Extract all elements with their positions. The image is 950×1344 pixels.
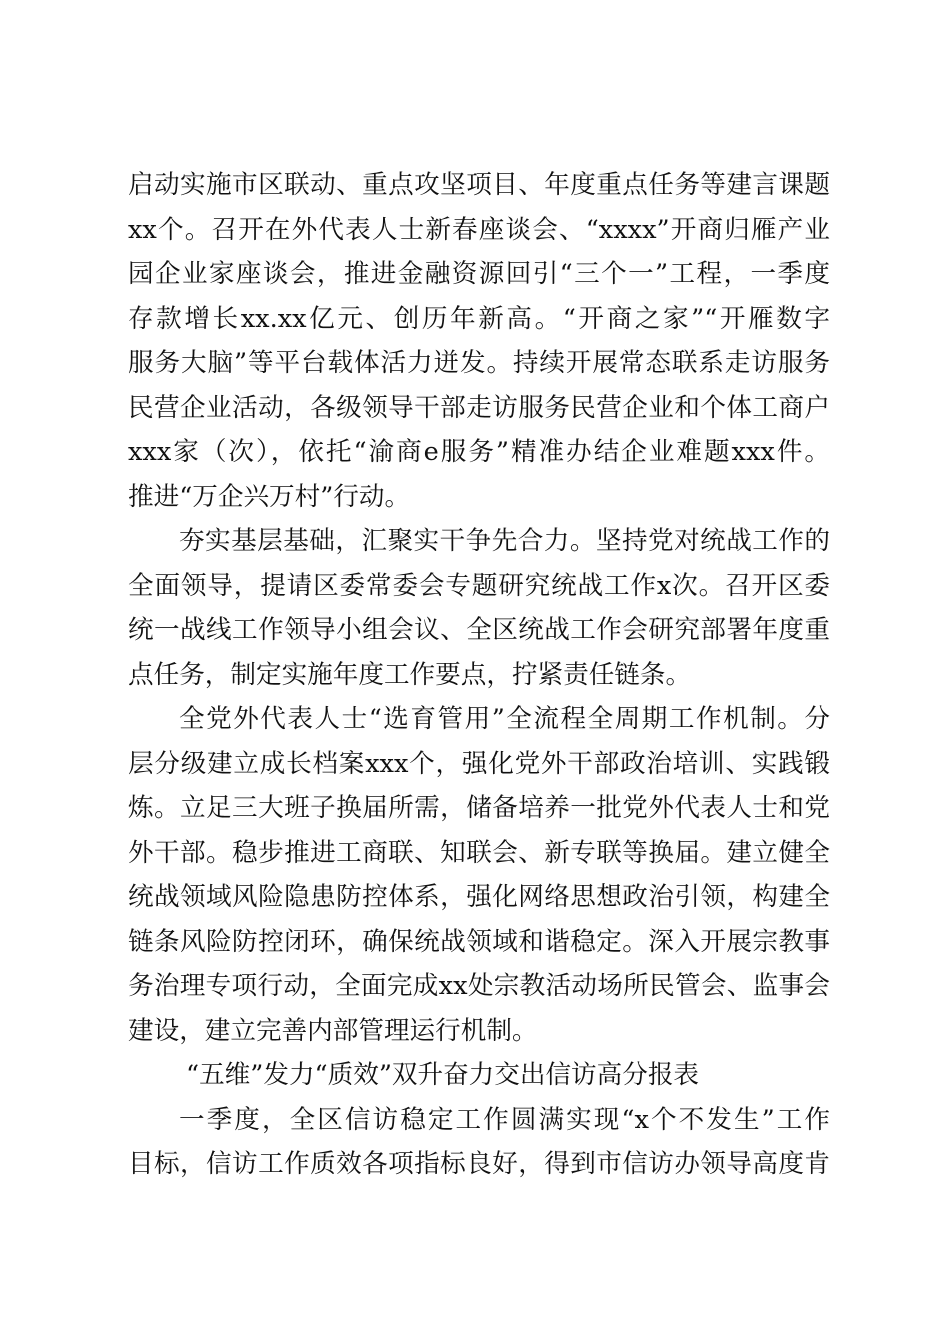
paragraph-grassroots-foundation <box>128 519 830 697</box>
text-line: 链条风险防控闭环，确保统战领域和谐稳定。深入开展宗教事 <box>128 926 830 957</box>
text-line: xxx家（次），依托“渝商e服务”精准办结企业难题xxx件。 <box>128 437 830 467</box>
text-line: 启动实施市区联动、重点攻坚项目、年度重点任务等建言课题 <box>128 170 830 200</box>
text-line: 推进“万企兴万村”行动。 <box>128 481 411 512</box>
text-line: 统战领域风险隐患防控体系，强化网络思想政治引领，构建全 <box>128 882 830 912</box>
text-line: 外干部。稳步推进工商联、知联会、新专联等换届。建立健全 <box>128 837 830 868</box>
text-line: 统一战线工作领导小组会议、全区统战工作会研究部署年度重 <box>128 615 830 645</box>
text-line: 层分级建立成长档案xxx个，强化党外干部政治培训、实践锻 <box>128 748 830 779</box>
text-line: 一季度，全区信访稳定工作圆满实现“x个不发生”工作 <box>179 1104 830 1135</box>
text-line: 存款增长xx.xx亿元、创历年新高。“开商之家”“开雁数字 <box>128 303 830 334</box>
paragraph-petition-work <box>128 1098 830 1187</box>
section-heading-line: “五维”发力“质效”双升奋力交出信访高分报表 <box>186 1060 700 1090</box>
text-line: 全面领导，提请区委常委会专题研究统战工作x次。召开区委 <box>128 570 830 601</box>
text-line: 点任务，制定实施年度工作要点，拧紧责任链条。 <box>128 659 692 690</box>
text-line: xx个。召开在外代表人士新春座谈会、“xxxx”开商归雁产业 <box>128 214 830 245</box>
document-body <box>128 163 830 1187</box>
text-line: 建设，建立完善内部管理运行机制。 <box>128 1015 538 1046</box>
section-heading <box>128 1053 830 1098</box>
paragraph-united-front-economy <box>128 163 830 519</box>
text-line: 炼。立足三大班子换届所需，储备培养一批党外代表人士和党 <box>128 793 830 823</box>
text-line: 目标，信访工作质效各项指标良好，得到市信访办领导高度肯 <box>128 1149 830 1179</box>
text-line: 夯实基层基础，汇聚实干争先合力。坚持党对统战工作的 <box>179 526 830 556</box>
text-line: 服务大脑”等平台载体活力迸发。持续开展常态联系走访服务 <box>128 348 830 378</box>
paragraph-non-party-representatives <box>128 697 830 1053</box>
text-line: 务治理专项行动，全面完成xx处宗教活动场所民管会、监事会 <box>128 971 830 1001</box>
text-line: 民营企业活动，各级领导干部走访服务民营企业和个体工商户 <box>128 392 830 423</box>
text-line: 园企业家座谈会，推进金融资源回引“三个一”工程，一季度 <box>128 259 830 289</box>
text-line: 全党外代表人士“选育管用”全流程全周期工作机制。分 <box>179 704 830 734</box>
